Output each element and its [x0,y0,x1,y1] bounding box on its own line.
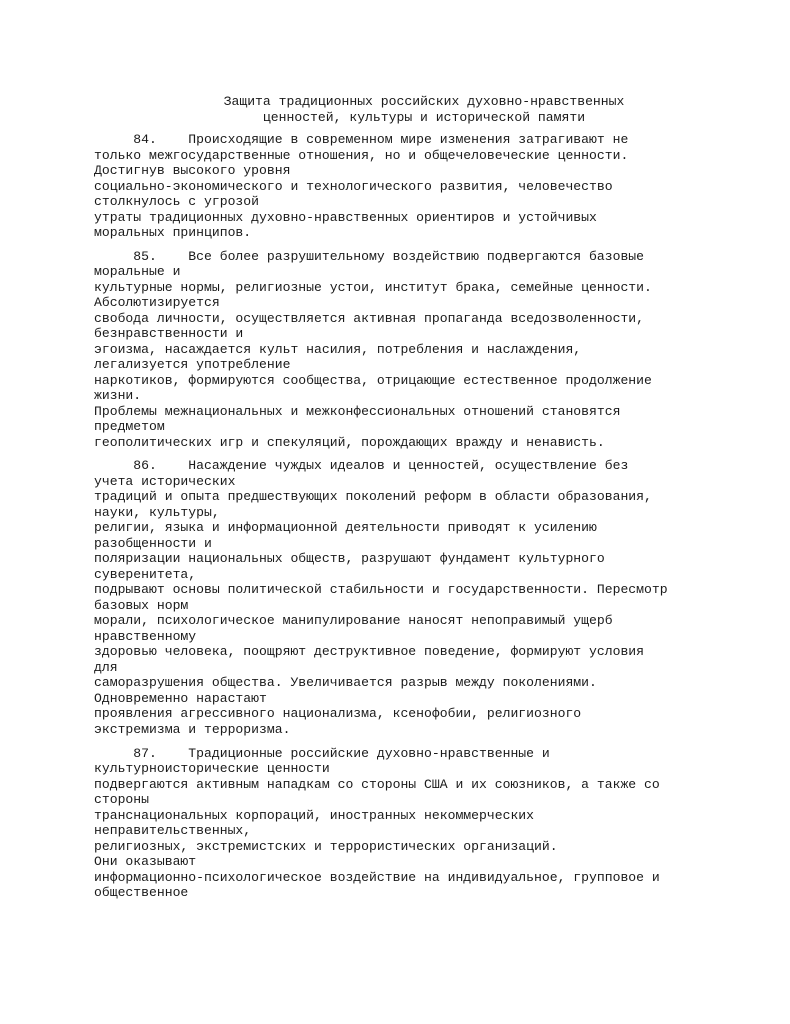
text-line: учета исторических [94,474,236,489]
text-line: традиций и опыта предшествующих поколений реформ в области образования, [94,489,652,504]
text-line: для [94,660,118,675]
text-line: морали, психологическое манипулирование наносят непоправимый ущерб [94,613,613,628]
text-line: эгоизма, насаждается культ насилия, потребления и наслаждения, [94,342,582,357]
text-line: культурноисторические ценности [94,761,330,776]
text-line: Одновременно нарастают [94,691,267,706]
text-line: социально-экономического и технологического развития, человечество [94,179,613,194]
text-line: культурные нормы, религиозные устои, институт брака, семейные ценности. [94,280,652,295]
text-line: моральные и [94,264,181,279]
text-line: суверенитета, [94,567,197,582]
text-line: транснациональных корпораций, иностранных некоммерческих [94,808,535,823]
section-title [94,94,754,125]
title-line: Защита традиционных российских духовно-нравственных [223,94,625,109]
text-line: только межгосударственные отношения, но и общечеловеческие ценности. [94,148,629,163]
text-line: нравственному [94,629,197,644]
text-line: предметом [94,419,165,434]
text-line: геополитических игр и спекуляций, порождающих вражду и ненависть. [94,435,605,450]
text-line: жизни. [94,388,142,403]
text-line: науки, культуры, [94,505,220,520]
text-line: неправительственных, [94,823,252,838]
text-line: здоровью человека, поощряют деструктивное поведение, формируют условия [94,644,645,659]
text-line: моральных принципов. [94,225,252,240]
text-line: саморазрушения общества. Увеличивается разрыв между поколениями. [94,675,597,690]
text-line: наркотиков, формируются сообщества, отрицающие естественное продолжение [94,373,652,388]
text-line: Они оказывают [94,854,197,869]
text-line: 86. Насаждение чуждых идеалов и ценностей, осуществление без [94,458,629,473]
text-line: базовых норм [94,598,189,613]
text-line: столкнулось с угрозой [94,194,260,209]
text-line: поляризации национальных обществ, разрушают фундамент культурного [94,551,605,566]
text-line: информационно-психологическое воздействие на индивидуальное, групповое и [94,870,660,885]
text-line: религии, языка и информационной деятельности приводят к усилению [94,520,597,535]
text-line: легализуется употребление [94,357,291,372]
text-line: подрывают основы политической стабильности и государственности. Пересмотр [94,582,668,597]
text-line: 87. Традиционные российские духовно-нравственные и [94,746,550,761]
text-line: 85. Все более разрушительному воздействию подвергаются базовые [94,249,645,264]
text-line: Абсолютизируется [94,295,220,310]
text-line: 84. Происходящие в современном мире изменения затрагивают не [94,132,629,147]
text-line: разобщенности и [94,536,212,551]
text-line: утраты традиционных духовно-нравственных ориентиров и устойчивых [94,210,597,225]
text-line: стороны [94,792,150,807]
text-line: безнравственности и [94,326,244,341]
text-line: экстремизма и терроризма. [94,722,291,737]
title-line: ценностей, культуры и исторической памяти [262,109,586,125]
text-line: религиозных, экстремистских и террористических организаций. [94,839,558,854]
text-line: Достигнув высокого уровня [94,163,291,178]
text-line: общественное [94,885,189,900]
text-line: Проблемы межнациональных и межконфессиональных отношений становятся [94,404,621,419]
text-line: проявления агрессивного национализма, ксенофобии, религиозного [94,706,582,721]
text-line: подвергаются активным нападкам со стороны США и их союзников, а также со [94,777,660,792]
text-line: свобода личности, осуществляется активная пропаганда вседозволенности, [94,311,645,326]
